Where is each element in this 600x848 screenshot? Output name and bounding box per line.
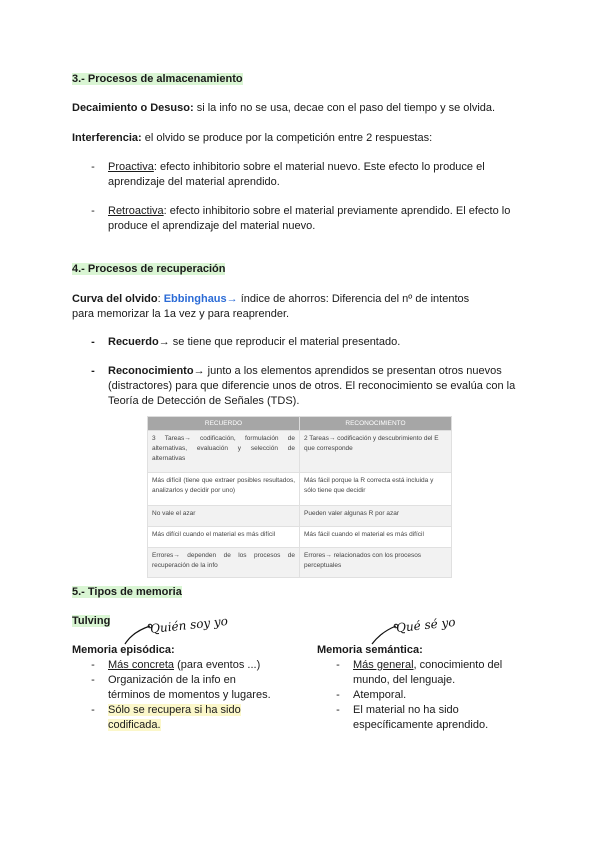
section-5-heading: 5.- Tipos de memoria bbox=[72, 586, 182, 598]
bullet-dash: - bbox=[91, 205, 95, 217]
table-cell: Pueden valer algunas R por azar bbox=[300, 506, 452, 527]
table-row bbox=[148, 506, 452, 527]
table-row bbox=[148, 527, 452, 548]
curva-line-2: para memorizar la 1a vez y para reaprender. bbox=[72, 308, 290, 320]
table-cell: No vale el azar bbox=[148, 506, 300, 527]
table-cell: Más difícil (tiene que extraer posibles resultados, analizarlos y decidir por uno) bbox=[148, 473, 300, 506]
semantica-item-3-line-2: específicamente aprendido. bbox=[353, 719, 489, 731]
bullet-dash: - bbox=[336, 659, 340, 671]
bullet-dash: - bbox=[91, 704, 95, 716]
table-cell: 3 Tareas→ codificación, formulación de alternativas, evaluación y selección de alternativas bbox=[148, 431, 300, 473]
handwritten-note-quien-soy-yo: Quién soy yo bbox=[149, 613, 229, 637]
bullet-dash: - bbox=[336, 704, 340, 716]
bullet-dash: - bbox=[91, 161, 95, 173]
interferencia-paragraph: Interferencia: el olvido se produce por la competición entre 2 respuestas: bbox=[72, 132, 433, 144]
recuerdo-line: Recuerdo→ se tiene que reproducir el material presentado. bbox=[108, 336, 401, 348]
table-cell: Errores→ dependen de los procesos de recuperación de la info bbox=[148, 548, 300, 578]
episodica-item-3-line-2: codificada. bbox=[108, 719, 161, 731]
curva-line-1: Curva del olvido: Ebbinghaus→ índice de ahorros: Diferencia del nº de intentos bbox=[72, 293, 470, 305]
table-cell: 2 Tareas→ codificación y descubrimiento del E que corresponde bbox=[300, 431, 452, 473]
bullet-dash: - bbox=[91, 659, 95, 671]
table-header-row bbox=[148, 417, 452, 431]
episodica-item-2-line-2: términos de momentos y lugares. bbox=[108, 689, 271, 701]
episodica-item-3-line-1: Sólo se recupera si ha sido bbox=[108, 704, 241, 716]
table-cell: Más fácil porque la R correcta está incluida y sólo tiene que decidir bbox=[300, 473, 452, 506]
proactiva-line-2: aprendizaje del material aprendido. bbox=[108, 176, 280, 188]
reconocimiento-line-2: (distractores) para que diferencie unos de otros. El reconocimiento se evalúa con la bbox=[108, 380, 516, 392]
tulving-heading: Tulving bbox=[72, 615, 111, 627]
bullet-dash: - bbox=[336, 689, 340, 701]
retroactiva-line-1: Retroactiva: efecto inhibitorio sobre el material previamente aprendido. El efecto lo bbox=[108, 205, 511, 217]
table-header-reconocimiento: RECONOCIMIENTO bbox=[300, 417, 452, 431]
episodica-title: Memoria episódica: bbox=[72, 644, 175, 656]
reconocimiento-line-1: Reconocimiento→ junto a los elementos aprendidos se presentan otros nuevos bbox=[108, 365, 502, 377]
semantica-title: Memoria semántica: bbox=[317, 644, 423, 656]
episodica-item-1: Más concreta (para eventos ...) bbox=[108, 659, 261, 671]
bullet-dash: - bbox=[91, 336, 95, 348]
table-row bbox=[148, 473, 452, 506]
proactiva-line-1: Proactiva: efecto inhibitorio sobre el material nuevo. Este efecto lo produce el bbox=[108, 161, 485, 173]
reconocimiento-line-3: Teoría de Detección de Señales (TDS). bbox=[108, 395, 300, 407]
episodica-item-2-line-1: Organización de la info en bbox=[108, 674, 236, 686]
table-header-recuerdo: RECUERDO bbox=[148, 417, 300, 431]
decaimiento-paragraph: Decaimiento o Desuso: si la info no se usa, decae con el paso del tiempo y se olvida. bbox=[72, 102, 496, 114]
table-cell: Más fácil cuando el material es más difícil bbox=[300, 527, 452, 548]
table-cell: Errores→ relacionados con los procesos perceptuales bbox=[300, 548, 452, 578]
semantica-item-1-line-2: mundo, del lenguaje. bbox=[353, 674, 456, 686]
table-cell: Más difícil cuando el material es más difícil bbox=[148, 527, 300, 548]
section-3-heading: 3.- Procesos de almacenamiento bbox=[72, 73, 243, 85]
semantica-item-2: Atemporal. bbox=[353, 689, 407, 701]
retroactiva-line-2: produce el aprendizaje del material nuevo. bbox=[108, 220, 316, 232]
section-4-heading: 4.- Procesos de recuperación bbox=[72, 263, 226, 275]
semantica-item-1-line-1: Más general, conocimiento del bbox=[353, 659, 503, 671]
bullet-dash: - bbox=[91, 365, 95, 377]
handwritten-note-que-se-yo: Qué sé yo bbox=[395, 614, 457, 636]
semantica-item-3-line-1: El material no ha sido bbox=[353, 704, 459, 716]
recuerdo-reconocimiento-table bbox=[147, 416, 452, 578]
bullet-dash: - bbox=[91, 674, 95, 686]
table-row bbox=[148, 548, 452, 578]
table-row bbox=[148, 431, 452, 473]
